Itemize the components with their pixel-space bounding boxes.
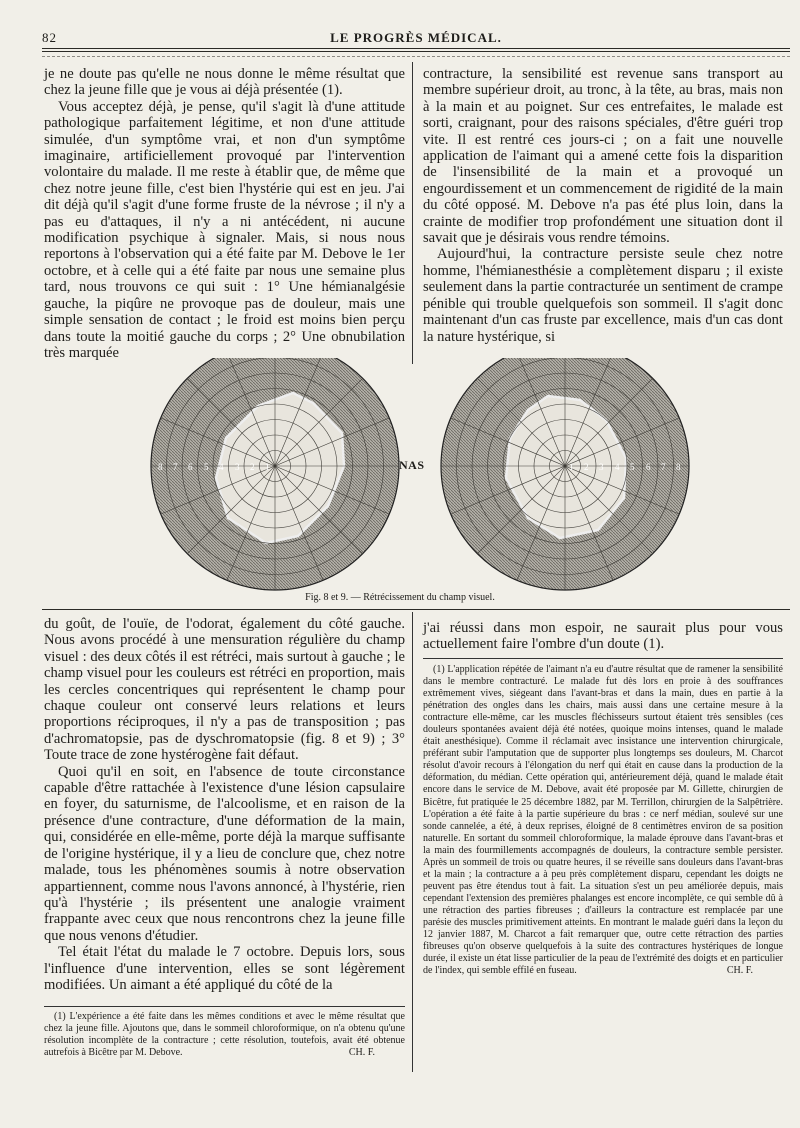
signature: CH. F. (348, 1047, 375, 1059)
figure-caption (0, 592, 800, 603)
footnote-text: (1) L'expérience a été faite dans les mêmes conditions et avec le même résultat que chez la jeune fille. Ajoutons que, dans le sommeil chloroformique, on n'a obtenu qu'une résolution incomplète de la contracture ; cette résolution, toutefois, avait été obtenue autrefois à Bicêtre par M. Debove. CH. F. (44, 1011, 405, 1059)
footnote-right (423, 664, 783, 977)
svg-text:6: 6 (188, 462, 193, 472)
figure-bottom-rule (42, 609, 790, 610)
svg-text:4: 4 (219, 462, 224, 472)
left-column-bottom (44, 616, 405, 993)
caption-text: — Rétrécissement du champ visuel. (348, 592, 495, 603)
journal-title: LE PROGRÈS MÉDICAL. (330, 30, 502, 45)
svg-text:1: 1 (265, 462, 270, 472)
column-separator-bottom (412, 612, 413, 1072)
right-column-bottom (423, 620, 783, 653)
svg-text:2: 2 (584, 462, 589, 472)
paragraph: Aujourd'hui, la contracture persiste seule chez notre homme, l'hémianesthésie a complètement disparu ; il existe seulement dans la partie contracturée un sentiment de crampe pénible qui trouble quelquefois son sommeil. Il s'agit donc maintenant d'un cas fruste par excellence, mais d'un cas dont la nature hystérique, si (423, 246, 783, 345)
header-rule-dashed (42, 56, 790, 57)
footnote-rule-right (423, 658, 783, 659)
svg-text:1: 1 (569, 462, 574, 472)
visual-field-figure (148, 358, 748, 608)
svg-text:3: 3 (599, 462, 604, 472)
paragraph: Quoi qu'il en soit, en l'absence de toute circonstance capable d'être rattachée à l'existence d'une lésion capsulaire en foyer, du saturnisme, de l'alcoolisme, et en raison de la présence d'une contracture, d'une déformation de la main, qui, considérée en elle-même, porte déjà la marque suffisante de l'origine hystérique, il y a lieu de conclure que, chez notre malade, tous les phénomènes soumis à notre observation appartiennent, comme nous l'avons annoncé, à l'hystérie, rien qu'à l'hystérie ; ils présentent une analogie vraiment frappante avec ceux que nous rencontrons chez la jeune fille que nous venons d'étudier. (44, 763, 405, 944)
svg-text:8: 8 (676, 462, 681, 472)
svg-text:3: 3 (235, 462, 240, 472)
svg-text:7: 7 (661, 462, 666, 472)
column-separator (412, 62, 413, 364)
paragraph: Vous acceptez déjà, je pense, qu'il s'agit là d'une attitude pathologique parfaitement légitime, et non d'une attitude simulée, d'un symptôme vrai, et non d'un symptôme imaginaire, artificiellement provoqué par l'intervention volontaire du malade. Il me reste à établir que, de même que chez notre jeune fille, c'est bien l'hystérie qui est en jeu. J'ai dit déjà qu'il s'agit d'une forme fruste de la névrose ; il n'y a pas eu d'attaques, il n'y a ni antécédent, ni aucune modification psychique à signaler. Mais, si nous nous reportons à l'observation qui a été faite par M. Debove le 1er octobre, et à celle qui a été faite par nous une semaine plus tard, nous trouvons ce qui suit : 1° Une hémianalgésie gauche, la piqûre ne provoque pas de douleur, mais une simple sensation de contact ; le froid est moins bien perçu dans toute la moitié gauche du corps ; 2° Une obnubilation très marquée (44, 98, 405, 361)
svg-text:4: 4 (615, 462, 620, 472)
left-column-top (44, 66, 405, 361)
paragraph: je ne doute pas qu'elle ne nous donne le même résultat que chez la jeune fille que je vous ai déjà présentée (1). (44, 66, 405, 99)
svg-text:2: 2 (250, 462, 255, 472)
footnote-rule-left (44, 1006, 405, 1007)
header-rule (42, 48, 790, 49)
svg-text:8: 8 (158, 462, 163, 472)
paragraph: du goût, de l'ouïe, de l'odorat, également du côté gauche. Nous avons procédé à une mensuration régulière du champ visuel : des deux côtés il est rétréci, mais surtout à gauche ; le champ visuel pour les couleurs est rétréci en proportion, mais les cercles concentriques qui représentent le champ pour chaque couleur ont conservé leurs relations et leurs proportions réciproques, il n'y a pas de transposition ; pas d'achromatopsie, pas de dyschromatopsie (fig. 8 et 9) ; 3° Toute trace de zone hystérogène fait défaut. (44, 616, 405, 764)
signature: CH. F. (726, 965, 753, 977)
page-number: 82 (42, 30, 57, 45)
nasal-side-label: NAS (399, 458, 425, 472)
paragraph: j'ai réussi dans mon espoir, ne saurait plus pour vous actuellement faire l'ombre d'un doute (1). (423, 620, 783, 653)
header-rule-double (42, 51, 790, 52)
svg-text:7: 7 (173, 462, 178, 472)
footnote-text: (1) L'application répétée de l'aimant n'a eu d'autre résultat que de ramener la sensibilité dans le membre contracturé. Le malade fut dès lors en proie à des souffrances extrêmement vives, siégeant dans l'avant-bras et dans la main, dues en partie à la pénétration des ongles dans les chairs, mais aussi dans une certaine mesure à la contracture elle-même, car les muscles fléchisseurs surtout étaient très sensibles (ces douleurs spontanées avaient déjà été notées, quoique moins intenses, quand le malade était anesthésique). Comme il réclamait avec insistance une intervention chirurgicale, préférant subir l'amputation que de supporter plus longtemps ses douleurs, M. Charcot résolut d'avoir recours à l'élongation du nerf qui était en cause dans la production de la déformation, du médian. Cette opération qui, antérieurement déjà, quand le malade était encore dans le service de M. Debove, avait été proposée par M. Gillette, chirurgien de Bicêtre, fut pratiquée le 25 décembre 1882, par M. Terrillon, chirurgien de la Salpêtrière. L'opération a été faite à la partie supérieure du bras : ce nerf médian, soulevé sur une sonde cannelée, a été, à deux reprises, éloigné de 8 centimètres environ de sa position naturelle. En sortant du sommeil chloroformique, la malade éprouve dans l'avant-bras et la main des fourmillements accompagnés de douleurs, la contracture semble persister. Après un sommeil de trois ou quatre heures, il se réveille sans douleurs dans l'avant-bras et la main ; la contracture a à peu près complètement disparu, cependant les doigts ne peuvent pas être étendus tout à fait. La situation s'est un peu améliorée depuis, mais cependant l'extension des premières phalanges est encore incomplète, ce qui semble dû à une rétraction des parties fibreuses ; d'ailleurs la contracture est remplacée par une parésie des muscles primitivement atteints. En montrant le malade guéri dans la leçon du 12 janvier 1887, M. Charcot a fait remarquer que, outre cette rétraction des parties fibreuses qu'on observe quelquefois à la suite des contractures hystériques de longue durée, il existe un état lisse particulier de la peau de l'extrémité des doigts et en particulier de l'index, qui semble effilé en fuseau. CH. F. (423, 664, 783, 977)
footnote-left (44, 1011, 405, 1059)
right-column-top (423, 66, 783, 345)
svg-text:5: 5 (204, 462, 209, 472)
paragraph: Tel était l'état du malade le 7 octobre. Depuis lors, sous l'influence d'une intervention, elles se sont légèrement modifiées. Un aimant a été appliqué du côté de la (44, 944, 405, 993)
svg-text:6: 6 (646, 462, 651, 472)
paragraph: contracture, la sensibilité est revenue sans transport au membre supérieur droit, au tronc, à la tête, au bras, mais non à la main et au poignet. Sur ces entrefaites, le malade est sorti, craignant, pour des raisons spéciales, d'être guéri trop vite. Il est rentré ces jours-ci ; on a fait une nouvelle application de l'aimant qui a amené cette fois la disparition de l'insensibilité de la main et a provoqué un engourdissement et un commencement de rigidité de la main du côté opposé. M. Debove n'a pas été plus loin, dans la crainte de modifier trop profondément une situation dont il savait que je désirais vous rendre témoins. (423, 66, 783, 247)
left-eye-chart (151, 358, 399, 590)
page-header (42, 30, 790, 46)
svg-text:5: 5 (630, 462, 635, 472)
right-eye-chart (441, 358, 689, 590)
caption-figure-number: Fig. 8 et 9. (305, 592, 349, 603)
